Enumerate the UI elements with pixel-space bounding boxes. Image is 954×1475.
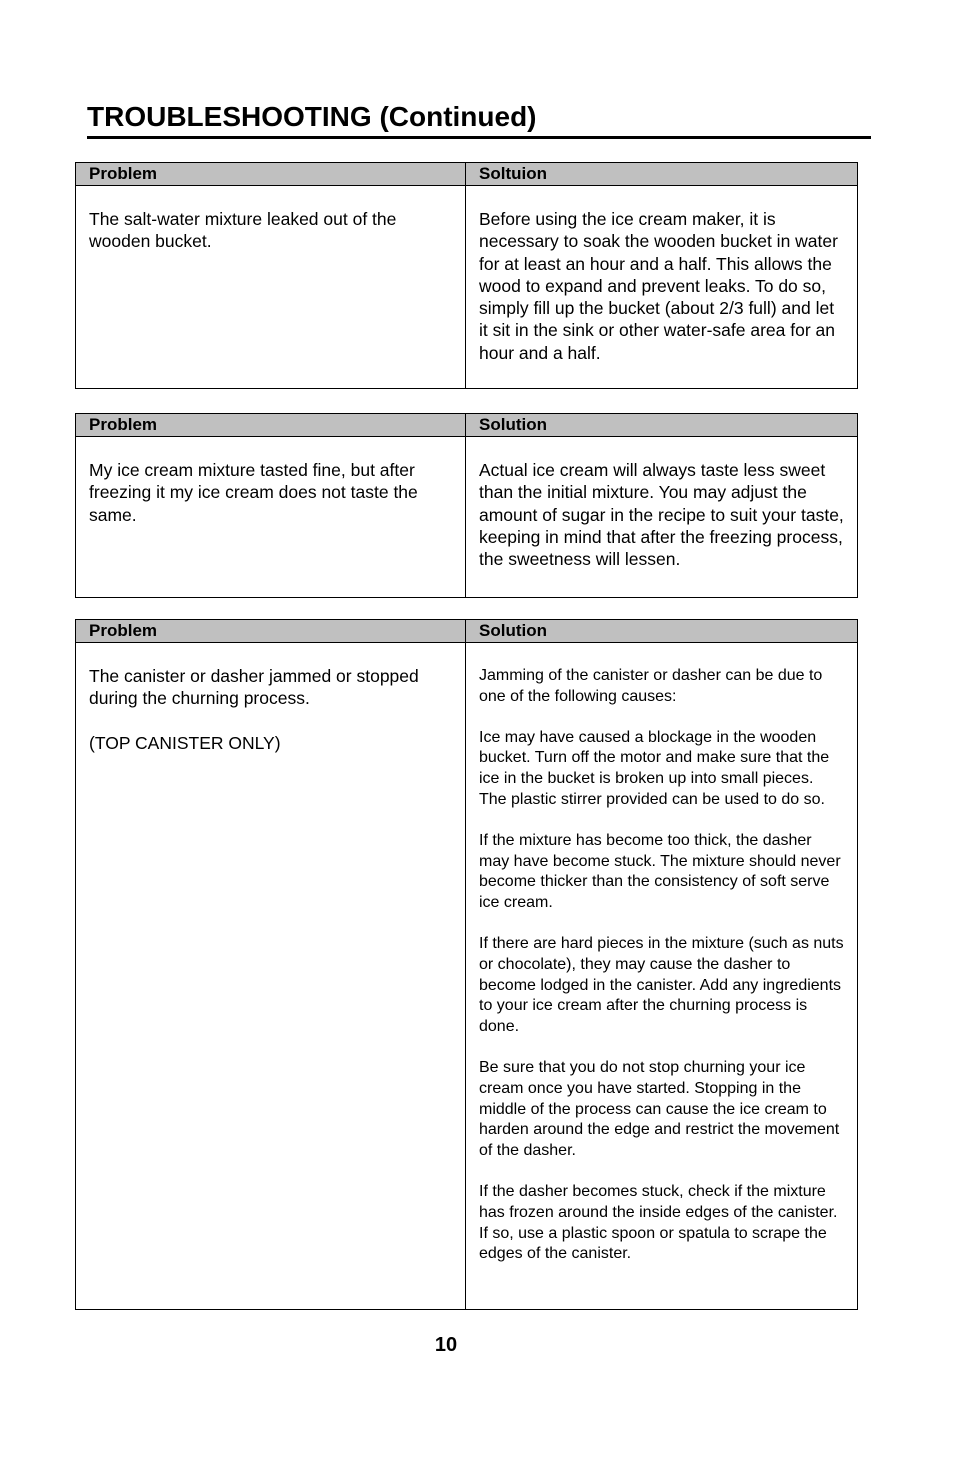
solution-header: Soltuion: [466, 163, 858, 186]
problem-cell: [76, 437, 466, 598]
problem-text: The salt-water mixture leaked out of the wooden bucket.: [89, 209, 397, 252]
solution-paragraph: If there are hard pieces in the mixture (such as nuts or chocolate), they may cause the dasher to become lodged in the canister. Add any ingredients to your ice cream after the churning process is done.: [479, 934, 844, 1036]
table-header-row: [76, 620, 858, 643]
solution-cell: [466, 186, 858, 389]
solution-paragraph: Be sure that you do not stop churning your ice cream once you have started. Stopping in the middle of the process can cause the ice cream to harden around the edge and restrict the movement of the dasher.: [479, 1058, 840, 1160]
table-row: [76, 437, 858, 598]
problem-note: (TOP CANISTER ONLY): [89, 732, 281, 753]
page-number: 10: [434, 1334, 458, 1356]
solution-paragraph: Ice may have caused a blockage in the wooden bucket. Turn off the motor and make sure that the ice in the bucket is broken up into small pieces. The plastic stirrer provided can be used to do so.: [479, 728, 830, 808]
table-row: [76, 186, 858, 389]
solution-header: Solution: [466, 414, 858, 437]
table-row: [76, 643, 858, 1310]
problem-text: My ice cream mixture tasted fine, but after freezing it my ice cream does not taste the same.: [89, 460, 418, 525]
solution-paragraph: If the mixture has become too thick, the dasher may have become stuck. The mixture should never become thicker than the consistency of soft serve ice cream.: [479, 831, 841, 912]
solution-header: Solution: [466, 620, 858, 643]
solution-paragraph: Jamming of the canister or dasher can be due to one of the following causes:: [479, 667, 823, 705]
problem-header: Problem: [76, 620, 466, 643]
solution-paragraph: If the dasher becomes stuck, check if the mixture has frozen around the inside edges of the canister. If so, use a plastic spoon or spatula to scrape the edges of the canister.: [479, 1182, 838, 1263]
troubleshooting-table-leak: [75, 162, 858, 389]
problem-header: Problem: [76, 414, 466, 437]
table-header-row: [76, 163, 858, 186]
solution-cell: [466, 437, 858, 598]
table-header-row: [76, 414, 858, 437]
troubleshooting-table-jam: [75, 619, 858, 1310]
problem-text: The canister or dasher jammed or stopped during the churning process.: [89, 666, 419, 709]
problem-cell: [76, 643, 466, 1310]
solution-text: Before using the ice cream maker, it is necessary to soak the wooden bucket in water for at least an hour and a half. This allows the wood to expand and prevent leaks. To do so, simply fill up the bucket (about 2/3 full) and let it sit in the sink or other water-safe area for an hour and a half.: [479, 209, 838, 363]
page-title: TROUBLESHOOTING (Continued): [87, 98, 871, 139]
solution-text: Actual ice cream will always taste less sweet than the initial mixture. You may adjust the amount of sugar in the recipe to suit your taste, keeping in mind that after the freezing process, the sweetness will lessen.: [479, 460, 844, 570]
solution-cell: [466, 643, 858, 1310]
problem-cell: [76, 186, 466, 389]
troubleshooting-table-taste: [75, 413, 858, 598]
problem-header: Problem: [76, 163, 466, 186]
